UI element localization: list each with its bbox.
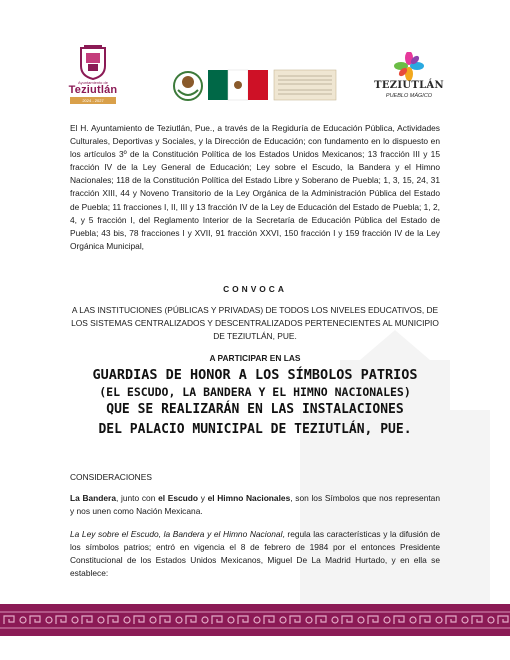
p1-text-3: , son los Símbolos que nos representan y nos unen como Nación Mexicana. bbox=[70, 493, 441, 517]
municipal-seal-icon bbox=[78, 44, 108, 80]
event-title bbox=[50, 366, 460, 440]
title-line-1: GUARDIAS DE HONOR A LOS SÍMBOLOS PATRIOS bbox=[92, 367, 418, 383]
intro-paragraph: El H. Ayuntamiento de Teziutlán, Pue., a través de la Regiduría de Educación Pública, Actividades Culturales, Deportivas y Sociales, y la Dirección de Educación; con fundamento en lo dispuesto en los artículos 3º de la Constitución Política de los Estados Unidos Mexicanos; 13 fracción III y 15 fracción IV de la Ley General de Educación; Ley sobre el Escudo, la Bandera y el Himno Nacionales; 118 de la Constitución Política del Estado Libre y Soberano de Puebla; 1, 3, 15, 24, 31 fracción XIII, 44 y Noveno Transitorio de la Ley Orgánica de la Administración Pública del Estado de Puebla; 11 fracciones I, II, III y 13 fracción IV de la Ley de Educación del Estado de Puebla; 1, 2, 4, y 5 fracción I, del Reglamento Interior de la Secretaría de Educación Pública del Estado de Puebla; 43 bis, 78 fracciones I y XVII, 91 fracción XXVI, 150 fracción I y 159 fracción IV de la Ley Orgánica Municipal, bbox=[70, 123, 440, 251]
logo-right-name: TEZIUTLÁN bbox=[374, 80, 444, 91]
p2-text: , regula las características y la difusión de los símbolos patrios; entró en vigencia el 8 de febrero de 1984 por el entonces Presidente Constitucional de los Estados Unidos Mexicanos, Miguel De La Madrid Hurtado, y en ella se establece: bbox=[70, 529, 440, 579]
national-symbols-icon bbox=[170, 66, 340, 104]
coat-of-arms-icon bbox=[174, 72, 202, 100]
participar-heading: A PARTICIPAR EN LAS bbox=[209, 353, 301, 363]
law-name: La Ley sobre el Escudo, la Bandera y el Himno Nacional bbox=[70, 529, 283, 539]
audience-text: A LAS INSTITUCIONES (PÚBLICAS Y PRIVADAS) DE TODOS LOS NIVELES EDUCATIVOS, DE LOS SISTEMAS CENTRALIZADOS Y DESCENTRALIZADOS PERTENECIENTES AL MUNICIPIO DE TEZIUTLÁN, PUE. bbox=[71, 305, 439, 341]
symbols-paragraph bbox=[70, 492, 440, 518]
bold-himno: el Himno Nacionales bbox=[207, 493, 291, 503]
bold-bandera: La Bandera bbox=[70, 493, 116, 503]
p1-text-2: y bbox=[198, 493, 208, 503]
p1-text-1: , junto con bbox=[115, 493, 159, 503]
logo-right-tagline: PUEBLO MÁGICO bbox=[385, 93, 433, 99]
considerations-heading: CONSIDERACIONES bbox=[70, 472, 152, 482]
bold-escudo: el Escudo bbox=[158, 493, 198, 503]
mexican-flag-icon bbox=[208, 70, 268, 100]
title-line-4: DEL PALACIO MUNICIPAL DE TEZIUTLÁN, PUE. bbox=[98, 422, 412, 437]
title-line-3: QUE SE REALIZARÁN EN LAS INSTALACIONES bbox=[106, 402, 404, 417]
logo-left-name: Teziutlán bbox=[68, 84, 118, 96]
greek-fret-pattern-icon bbox=[0, 604, 510, 636]
logo-left-period: 2024 - 2027 bbox=[70, 97, 116, 104]
law-paragraph bbox=[70, 528, 440, 580]
title-line-2: (EL ESCUDO, LA BANDERA Y EL HIMNO NACIONALES) bbox=[99, 385, 411, 399]
footer-pattern-band bbox=[0, 604, 510, 636]
convoca-heading: CONVOCA bbox=[223, 284, 287, 294]
logo-left-caption: Ayuntamiento de bbox=[78, 80, 108, 85]
anthem-score-icon bbox=[274, 70, 336, 100]
